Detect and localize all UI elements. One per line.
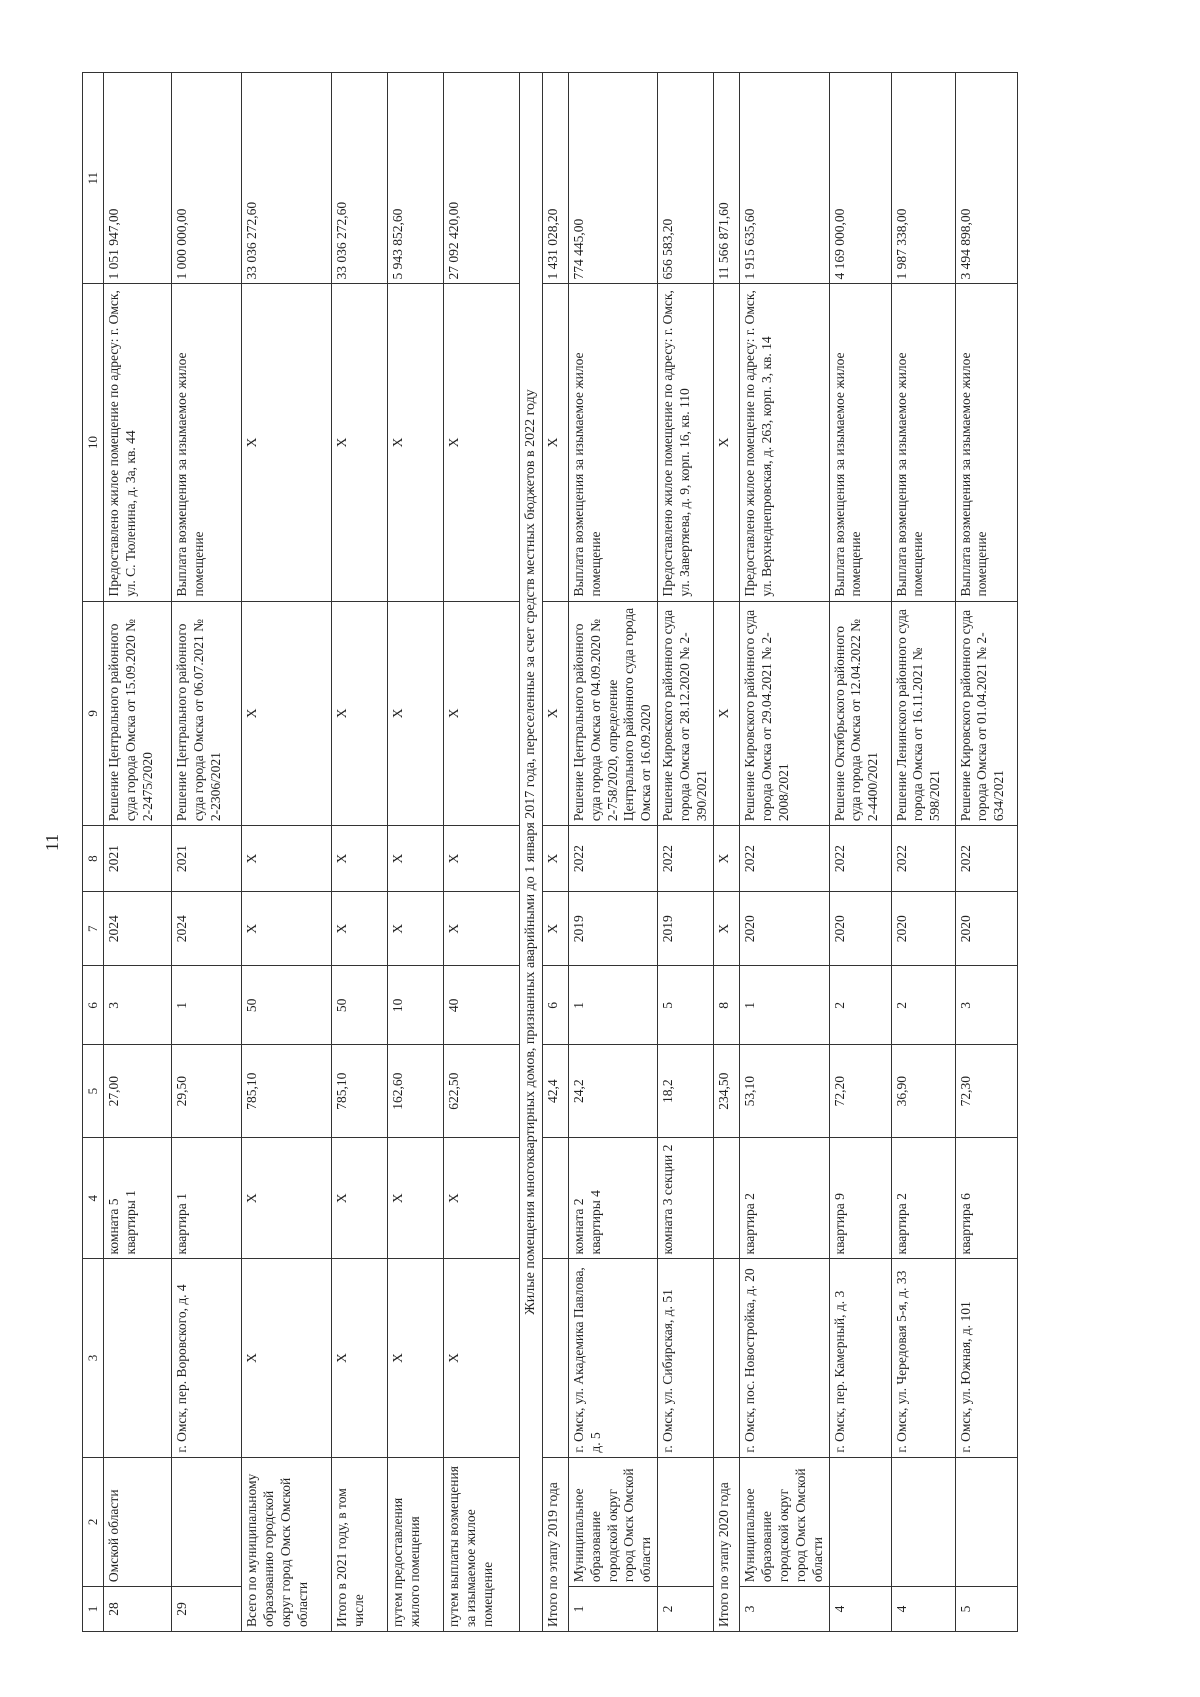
cell-col-9: Решение Центрального районного суда города Омска от 06.07.2021 № 2-2306/2021: [172, 601, 242, 826]
cell-col-3: г. Омск, ул. Чередовая 5-я, д. 33: [891, 1259, 955, 1457]
header-cell: 1: [83, 1587, 104, 1632]
cell-col-7: 2020: [955, 892, 1017, 966]
cell-col-10: X: [332, 284, 388, 601]
cell-col-1: 2: [658, 1587, 714, 1632]
cell-col-5: 162,60: [388, 1045, 444, 1137]
cell-col-9: X: [714, 601, 740, 826]
cell-col-1: 28: [104, 1587, 172, 1632]
cell-col-2: Омской области: [104, 1457, 172, 1586]
cell-col-7: 2024: [104, 892, 172, 966]
cell-col-3: г. Омск, пер. Камерный, д. 3: [829, 1259, 891, 1457]
cell-col-8: 2022: [740, 826, 829, 892]
cell-col-4: комната 2 квартиры 4: [568, 1137, 657, 1259]
cell-col-8: X: [714, 826, 740, 892]
cell-col-4: квартира 2: [891, 1137, 955, 1259]
total-row: [242, 73, 332, 1632]
total-row: [444, 73, 520, 1632]
cell-col-6: 1: [740, 966, 829, 1045]
cell-col-11: 1 987 338,00: [891, 73, 955, 284]
cell-col-9: Решение Кировского районного суда города Омска от 01.04.2021 № 2-634/2021: [955, 601, 1017, 826]
cell-col-1: 3: [740, 1587, 829, 1632]
cell-col-5: 24,2: [568, 1045, 657, 1137]
cell-col-8: X: [542, 826, 568, 892]
cell-col-5: 622,50: [444, 1045, 520, 1137]
cell-col-6: 1: [568, 966, 657, 1045]
cell-col-2: [658, 1457, 714, 1586]
cell-col-10: Выплата возмещения за изымаемое жилое помещение: [172, 284, 242, 601]
cell-col-1: 1: [568, 1587, 657, 1632]
cell-col-4: X: [242, 1137, 332, 1259]
cell-col-3: X: [242, 1259, 332, 1457]
cell-col-4: X: [332, 1137, 388, 1259]
cell-col-8: X: [332, 826, 388, 892]
cell-col-11: 3 494 898,00: [955, 73, 1017, 284]
cell-col-2: Муниципальное образование городской округ город Омск Омской области: [568, 1457, 657, 1586]
cell-col-6: 1: [172, 966, 242, 1045]
cell-col-10: X: [444, 284, 520, 601]
section-title-row: [520, 73, 543, 1632]
cell-col-11: 1 000 000,00: [172, 73, 242, 284]
total-label: Итого по этапу 2020 года: [714, 1457, 740, 1631]
cell-col-5: 72,30: [955, 1045, 1017, 1137]
cell-col-3: г. Омск, ул. Сибирская, д. 51: [658, 1259, 714, 1457]
cell-col-7: X: [444, 892, 520, 966]
cell-col-8: 2022: [568, 826, 657, 892]
cell-col-6: 5: [658, 966, 714, 1045]
cell-col-2: Муниципальное образование городской округ город Омск Омской области: [740, 1457, 829, 1586]
header-cell: 4: [83, 1137, 104, 1259]
cell-col-9: Решение Кировского районного суда города Омска от 28.12.2020 № 2-390/2021: [658, 601, 714, 826]
cell-col-6: 50: [332, 966, 388, 1045]
cell-col-8: 2022: [891, 826, 955, 892]
cell-col-3: [714, 1259, 740, 1457]
cell-col-1: 29: [172, 1587, 242, 1632]
cell-col-8: 2021: [104, 826, 172, 892]
cell-col-4: комната 5 квартиры 1: [104, 1137, 172, 1259]
cell-col-9: X: [242, 601, 332, 826]
cell-col-8: 2022: [658, 826, 714, 892]
cell-col-7: 2019: [658, 892, 714, 966]
cell-col-3: г. Омск, ул. Южная, д. 101: [955, 1259, 1017, 1457]
cell-col-3: г. Омск, ул. Академика Павлова, д. 5: [568, 1259, 657, 1457]
cell-col-8: X: [388, 826, 444, 892]
cell-col-5: 36,90: [891, 1045, 955, 1137]
header-cell: 10: [83, 284, 104, 601]
cell-col-5: 53,10: [740, 1045, 829, 1137]
cell-col-10: X: [242, 284, 332, 601]
table-row: [172, 73, 242, 1632]
total-label: путем выплаты возмещения за изымаемое жилое помещение: [444, 1457, 520, 1631]
table-row: [658, 73, 714, 1632]
header-cell: 2: [83, 1457, 104, 1586]
cell-col-9: X: [388, 601, 444, 826]
cell-col-6: 3: [955, 966, 1017, 1045]
cell-col-5: 18,2: [658, 1045, 714, 1137]
cell-col-11: 1 431 028,20: [542, 73, 568, 284]
cell-col-10: X: [388, 284, 444, 601]
table-header-row: [83, 73, 104, 1632]
cell-col-2: [172, 1457, 242, 1586]
cell-col-3: г. Омск, пос. Новостройка, д. 20: [740, 1259, 829, 1457]
cell-col-6: 2: [891, 966, 955, 1045]
cell-col-11: 33 036 272,60: [332, 73, 388, 284]
cell-col-3: [104, 1259, 172, 1457]
cell-col-9: Решение Кировского районного суда города Омска от 29.04.2021 № 2-2008/2021: [740, 601, 829, 826]
cell-col-3: X: [388, 1259, 444, 1457]
cell-col-6: 6: [542, 966, 568, 1045]
table-row: [740, 73, 829, 1632]
cell-col-11: 774 445,00: [568, 73, 657, 284]
cell-col-7: 2020: [891, 892, 955, 966]
cell-col-3: X: [444, 1259, 520, 1457]
cell-col-7: 2020: [740, 892, 829, 966]
table-row: [891, 73, 955, 1632]
header-cell: 8: [83, 826, 104, 892]
total-label: Итого по этапу 2019 года: [542, 1457, 568, 1631]
cell-col-10: Выплата возмещения за изымаемое жилое помещение: [955, 284, 1017, 601]
cell-col-6: 2: [829, 966, 891, 1045]
page-number: 11: [42, 833, 63, 852]
cell-col-8: X: [444, 826, 520, 892]
cell-col-11: 1 051 947,00: [104, 73, 172, 284]
cell-col-4: квартира 9: [829, 1137, 891, 1259]
cell-col-2: [829, 1457, 891, 1586]
cell-col-10: Выплата возмещения за изымаемое жилое помещение: [829, 284, 891, 601]
cell-col-7: 2019: [568, 892, 657, 966]
cell-col-10: Выплата возмещения за изымаемое жилое помещение: [568, 284, 657, 601]
cell-col-4: X: [388, 1137, 444, 1259]
total-label: Итого в 2021 году, в том числе: [332, 1457, 388, 1631]
rotated-table-container: [82, 72, 1132, 1632]
cell-col-1: 4: [829, 1587, 891, 1632]
cell-col-5: 27,00: [104, 1045, 172, 1137]
cell-col-4: [714, 1137, 740, 1259]
total-row: [542, 73, 568, 1632]
cell-col-6: 10: [388, 966, 444, 1045]
cell-col-1: 5: [955, 1587, 1017, 1632]
cell-col-10: Предоставлено жилое помещение по адресу: г. Омск, ул. Верхнеднепровская, д. 263, корп. 3, кв. 14: [740, 284, 829, 601]
cell-col-5: 29,50: [172, 1045, 242, 1137]
cell-col-9: X: [542, 601, 568, 826]
resettlement-table: [82, 72, 1018, 1632]
cell-col-10: X: [714, 284, 740, 601]
header-cell: 9: [83, 601, 104, 826]
cell-col-6: 3: [104, 966, 172, 1045]
header-cell: 3: [83, 1259, 104, 1457]
cell-col-11: 33 036 272,60: [242, 73, 332, 284]
cell-col-7: X: [242, 892, 332, 966]
cell-col-7: 2024: [172, 892, 242, 966]
cell-col-9: X: [444, 601, 520, 826]
cell-col-7: X: [714, 892, 740, 966]
header-cell: 7: [83, 892, 104, 966]
cell-col-4: квартира 6: [955, 1137, 1017, 1259]
total-label: путем предоставления жилого помещения: [388, 1457, 444, 1631]
cell-col-4: квартира 1: [172, 1137, 242, 1259]
cell-col-8: 2022: [829, 826, 891, 892]
cell-col-5: 72,20: [829, 1045, 891, 1137]
cell-col-6: 50: [242, 966, 332, 1045]
table-row: [955, 73, 1017, 1632]
cell-col-11: 5 943 852,60: [388, 73, 444, 284]
cell-col-4: комната 3 секции 2: [658, 1137, 714, 1259]
section-title: Жилые помещения многоквартирных домов, признанных аварийными до 1 января 2017 года, переселенные за счет средств местных бюджетов в 2022 году: [520, 73, 543, 1632]
cell-col-5: 234,50: [714, 1045, 740, 1137]
cell-col-5: 785,10: [332, 1045, 388, 1137]
cell-col-10: Предоставлено жилое помещение по адресу: г. Омск, ул. Завертяева, д. 9, корп. 16, кв. 110: [658, 284, 714, 601]
cell-col-9: Решение Ленинского районного суда города Омска от 16.11.2021 № 598/2021: [891, 601, 955, 826]
cell-col-1: 4: [891, 1587, 955, 1632]
cell-col-10: Предоставлено жилое помещение по адресу: г. Омск, ул. С. Тюленина, д. 3а, кв. 44: [104, 284, 172, 601]
total-row: [714, 73, 740, 1632]
table-row: [568, 73, 657, 1632]
cell-col-9: Решение Центрального районного суда города Омска от 04.09.2020 № 2-758/2020, определение Центрального районного суда города Омска от 16.09.2020: [568, 601, 657, 826]
cell-col-6: 8: [714, 966, 740, 1045]
cell-col-7: 2020: [829, 892, 891, 966]
cell-col-4: X: [444, 1137, 520, 1259]
cell-col-9: Решение Октябрьского районного суда города Омска от 12.04.2022 № 2-4400/2021: [829, 601, 891, 826]
cell-col-8: X: [242, 826, 332, 892]
cell-col-11: 11 566 871,60: [714, 73, 740, 284]
total-row: [388, 73, 444, 1632]
total-row: [332, 73, 388, 1632]
cell-col-5: 42,4: [542, 1045, 568, 1137]
cell-col-3: г. Омск, пер. Воровского, д. 4: [172, 1259, 242, 1457]
header-cell: 6: [83, 966, 104, 1045]
cell-col-11: 27 092 420,00: [444, 73, 520, 284]
cell-col-9: Решение Центрального районного суда города Омска от 15.09.2020 № 2-2475/2020: [104, 601, 172, 826]
cell-col-2: [891, 1457, 955, 1586]
cell-col-8: 2021: [172, 826, 242, 892]
cell-col-9: X: [332, 601, 388, 826]
cell-col-5: 785,10: [242, 1045, 332, 1137]
cell-col-11: 656 583,20: [658, 73, 714, 284]
cell-col-10: Выплата возмещения за изымаемое жилое помещение: [891, 284, 955, 601]
cell-col-7: X: [388, 892, 444, 966]
cell-col-7: X: [542, 892, 568, 966]
cell-col-4: [542, 1137, 568, 1259]
total-label: Всего по муниципальному образованию городской округ город Омск Омской области: [242, 1457, 332, 1631]
cell-col-3: [542, 1259, 568, 1457]
header-cell: 5: [83, 1045, 104, 1137]
table-row: [104, 73, 172, 1632]
cell-col-6: 40: [444, 966, 520, 1045]
cell-col-10: X: [542, 284, 568, 601]
header-cell: 11: [83, 73, 104, 284]
cell-col-7: X: [332, 892, 388, 966]
cell-col-11: 1 915 635,60: [740, 73, 829, 284]
cell-col-11: 4 169 000,00: [829, 73, 891, 284]
cell-col-2: [955, 1457, 1017, 1586]
table-row: [829, 73, 891, 1632]
cell-col-3: X: [332, 1259, 388, 1457]
cell-col-8: 2022: [955, 826, 1017, 892]
cell-col-4: квартира 2: [740, 1137, 829, 1259]
